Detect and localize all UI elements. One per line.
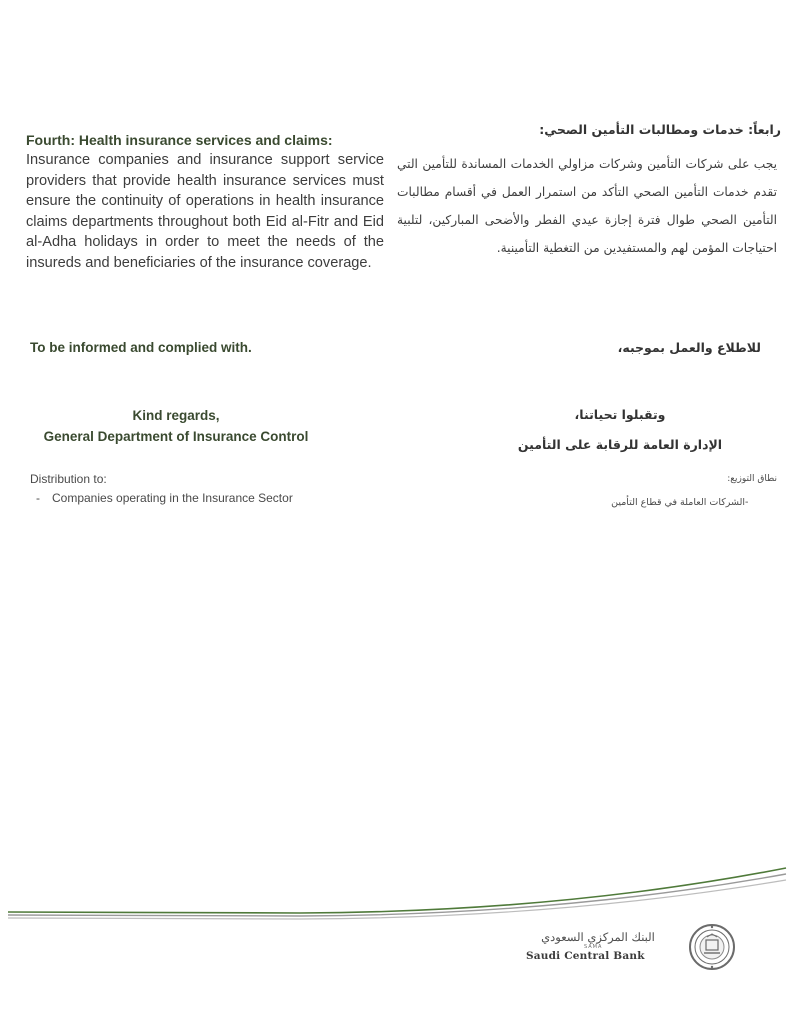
arabic-signature-block (500, 400, 740, 460)
english-closing-instruction: To be informed and complied with. (30, 340, 252, 355)
bank-name-arabic: البنك المركزي السعودي (541, 930, 655, 944)
arabic-section-body: يجب على شركات التأمين وشركات مزاولي الخدمات المساندة للتأمين التي تقدم خدمات التأمين الصحي التأكد من استمرار العمل في أقسام مطالبات التأمين الصحي طوال فترة إجازة عيدي الفطر والأضحى المباركين، لتلبية احتياجات المؤمن لهم والمستفيدين من التغطية التأمينية. (397, 157, 777, 255)
footer-swoosh-decoration (0, 860, 791, 930)
swoosh-gray-line (8, 874, 786, 916)
sama-logo-text: SAMA (584, 944, 603, 950)
bank-name-english: Saudi Central Bank (526, 950, 645, 962)
arabic-regards: وتقبلوا تحياتنا، (574, 407, 666, 422)
english-department-name: General Department of Insurance Control (43, 429, 309, 444)
list-dash: - (745, 497, 749, 508)
english-distribution-item-label: Companies operating in the Insurance Sector (52, 491, 293, 505)
arabic-section-heading: رابعاً: خدمات ومطالبات التأمين الصحي: (539, 122, 781, 137)
english-section-heading: Fourth: Health insurance services and claims: (26, 132, 333, 148)
arabic-closing-instruction: للاطلاع والعمل بموجبه، (617, 340, 761, 355)
arabic-distribution-title: نطاق التوزيع: (727, 474, 777, 484)
english-signature-block (30, 405, 322, 447)
sama-emblem-logo (676, 922, 752, 972)
arabic-department-name: الإدارة العامة للرقابة على التأمين (517, 437, 723, 452)
swoosh-green-line (8, 868, 786, 913)
english-section-body: Insurance companies and insurance support service providers that provide health insurance services must ensure the continuity of operations in health insurance claims departments throughout both Eid al-Fitr and Eid al-Adha holidays in order to meet the needs of the insureds and beneficiaries of the insurance coverage. (26, 152, 384, 271)
english-distribution-title: Distribution to: (30, 472, 107, 486)
arabic-distribution-item (611, 497, 775, 508)
english-distribution-item (36, 491, 293, 505)
list-dash: - (36, 491, 40, 505)
arabic-distribution-item-label: الشركات العاملة في قطاع التأمين (611, 497, 745, 508)
english-regards: Kind regards, (132, 408, 220, 423)
